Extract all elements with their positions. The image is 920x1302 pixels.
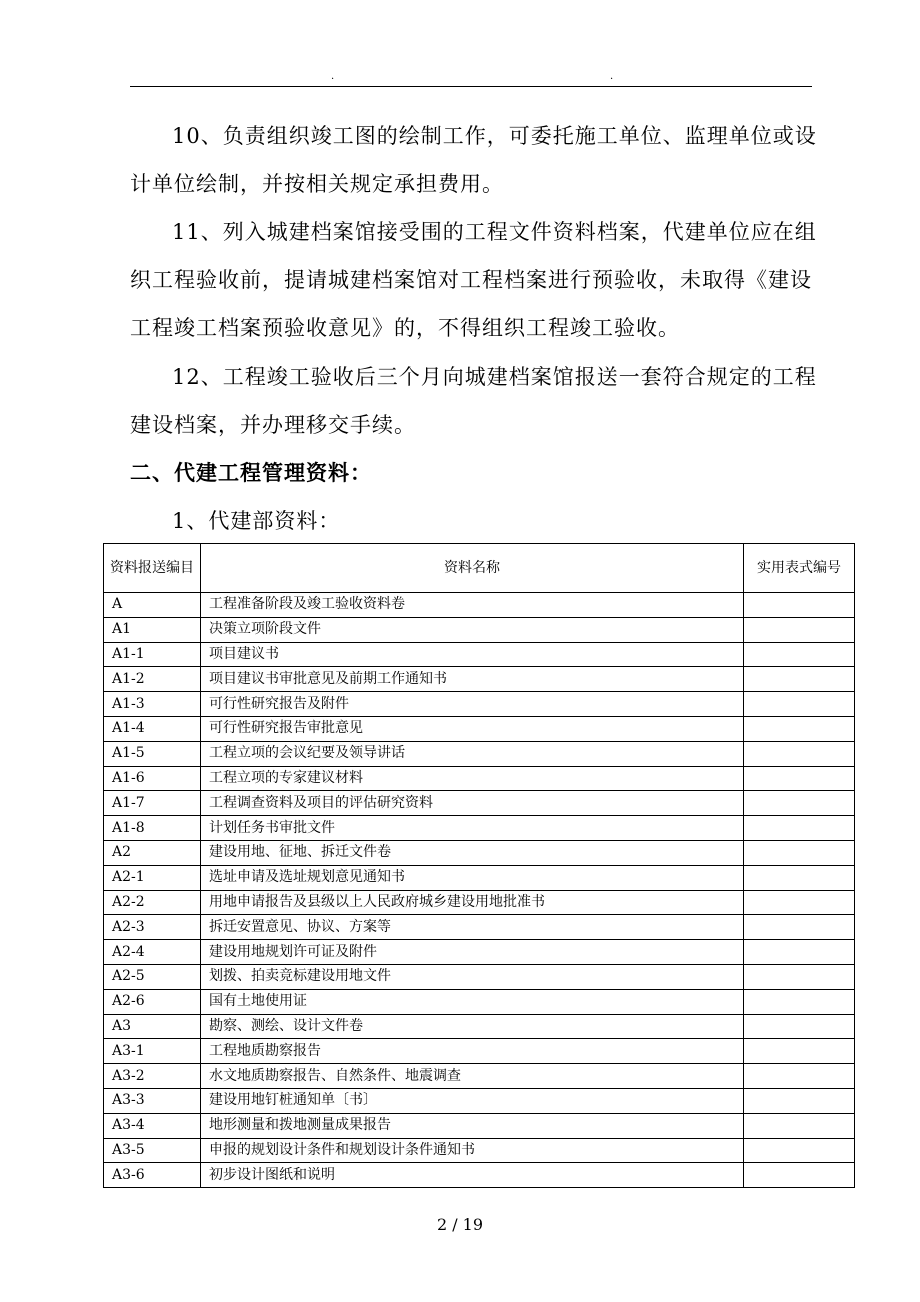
cell-form-number [744,1163,855,1188]
cell-catalog: A2-6 [104,989,201,1014]
table-row [104,1039,855,1064]
cell-name: 建设用地、征地、拆迁文件卷 [201,840,744,865]
cell-catalog: A1-8 [104,816,201,841]
cell-catalog: A1-7 [104,791,201,816]
cell-name: 选址申请及选址规划意见通知书 [201,865,744,890]
table-row [104,989,855,1014]
cell-form-number [744,716,855,741]
cell-name: 拆迁安置意见、协议、方案等 [201,915,744,940]
cell-name: 建设用地规划许可证及附件 [201,940,744,965]
cell-name: 建设用地钉桩通知单〔书〕 [201,1088,744,1113]
header-catalog: 资料报送编目 [104,544,201,593]
cell-catalog: A3-6 [104,1163,201,1188]
table-row [104,716,855,741]
document-table [103,543,855,1188]
cell-form-number [744,964,855,989]
table-row [104,766,855,791]
cell-name: 可行性研究报告审批意见 [201,716,744,741]
cell-form-number [744,840,855,865]
cell-catalog: A2-3 [104,915,201,940]
cell-form-number [744,1039,855,1064]
cell-catalog: A3-3 [104,1088,201,1113]
section-title: 二、代建工程管理资料： [130,461,372,485]
cell-form-number [744,915,855,940]
cell-name: 项目建议书审批意见及前期工作通知书 [201,667,744,692]
cell-catalog: A2-2 [104,890,201,915]
cell-name: 工程地质勘察报告 [201,1039,744,1064]
cell-name: 工程准备阶段及竣工验收资料卷 [201,593,744,618]
cell-catalog: A3-4 [104,1113,201,1138]
cell-catalog: A1-5 [104,741,201,766]
cell-form-number [744,593,855,618]
cell-catalog: A3 [104,1014,201,1039]
cell-name: 计划任务书审批文件 [201,816,744,841]
table-row [104,890,855,915]
cell-form-number [744,692,855,717]
cell-catalog: A2 [104,840,201,865]
cell-form-number [744,1014,855,1039]
cell-name: 水文地质勘察报告、自然条件、地震调查 [201,1064,744,1089]
table-row [104,1138,855,1163]
table-row [104,667,855,692]
sub-title: 1、代建部资料： [172,509,341,533]
cell-name: 勘察、测绘、设计文件卷 [201,1014,744,1039]
table-row [104,1088,855,1113]
cell-catalog: A1-4 [104,716,201,741]
cell-name: 用地申请报告及县级以上人民政府城乡建设用地批准书 [201,890,744,915]
cell-catalog: A3-2 [104,1064,201,1089]
table-row [104,642,855,667]
cell-name: 地形测量和拨地测量成果报告 [201,1113,744,1138]
paragraph-11: 11、列入城建档案馆接受围的工程文件资料档案，代建单位应在组织工程验收前，提请城建档案馆对工程档案进行预验收，未取得《建设工程竣工档案预验收意见》的，不得组织工程竣工验收。 [130,220,817,340]
cell-name: 项目建议书 [201,642,744,667]
table-row [104,1014,855,1039]
cell-catalog: A3-1 [104,1039,201,1064]
cell-catalog: A1 [104,617,201,642]
cell-name: 工程立项的专家建议材料 [201,766,744,791]
table-row [104,593,855,618]
cell-form-number [744,1064,855,1089]
table-row [104,940,855,965]
cell-form-number [744,940,855,965]
cell-catalog: A2-4 [104,940,201,965]
cell-name: 工程调查资料及项目的评估研究资料 [201,791,744,816]
cell-catalog: A2-1 [104,865,201,890]
table-row [104,816,855,841]
cell-name: 可行性研究报告及附件 [201,692,744,717]
paragraph-10: 10、负责组织竣工图的绘制工作，可委托施工单位、监理单位或设计单位绘制，并按相关规定承担费用。 [130,124,817,196]
cell-catalog: A1-1 [104,642,201,667]
cell-form-number [744,1138,855,1163]
header-name: 资料名称 [201,544,744,593]
cell-name: 决策立项阶段文件 [201,617,744,642]
cell-form-number [744,1088,855,1113]
table-row [104,791,855,816]
table-row [104,1113,855,1138]
header-dot-right: . [610,71,614,82]
cell-form-number [744,642,855,667]
cell-form-number [744,667,855,692]
cell-form-number [744,766,855,791]
header-rule [130,86,812,87]
cell-form-number [744,816,855,841]
table-row [104,865,855,890]
paragraph-12: 12、工程竣工验收后三个月向城建档案馆报送一套符合规定的工程建设档案，并办理移交手续。 [130,365,817,437]
cell-form-number [744,1113,855,1138]
cell-form-number [744,741,855,766]
cell-catalog: A1-3 [104,692,201,717]
cell-form-number [744,890,855,915]
table-body [104,593,855,1188]
cell-name: 工程立项的会议纪要及领导讲话 [201,741,744,766]
table-row [104,1064,855,1089]
header-dot-left: . [331,71,335,82]
table-row [104,964,855,989]
cell-name: 划拨、拍卖竞标建设用地文件 [201,964,744,989]
header-form-number: 实用表式编号 [744,544,855,593]
page-number: 2 / 19 [436,1215,484,1234]
cell-catalog: A [104,593,201,618]
cell-form-number [744,989,855,1014]
cell-form-number [744,791,855,816]
cell-catalog: A1-2 [104,667,201,692]
table-row [104,617,855,642]
cell-form-number [744,617,855,642]
cell-name: 初步设计图纸和说明 [201,1163,744,1188]
table-row [104,1163,855,1188]
cell-catalog: A2-5 [104,964,201,989]
cell-name: 国有土地使用证 [201,989,744,1014]
table-row [104,915,855,940]
cell-catalog: A1-6 [104,766,201,791]
cell-catalog: A3-5 [104,1138,201,1163]
table-row [104,840,855,865]
cell-name: 申报的规划设计条件和规划设计条件通知书 [201,1138,744,1163]
cell-form-number [744,865,855,890]
table-row [104,741,855,766]
table-row [104,692,855,717]
table-header-row [104,544,855,593]
